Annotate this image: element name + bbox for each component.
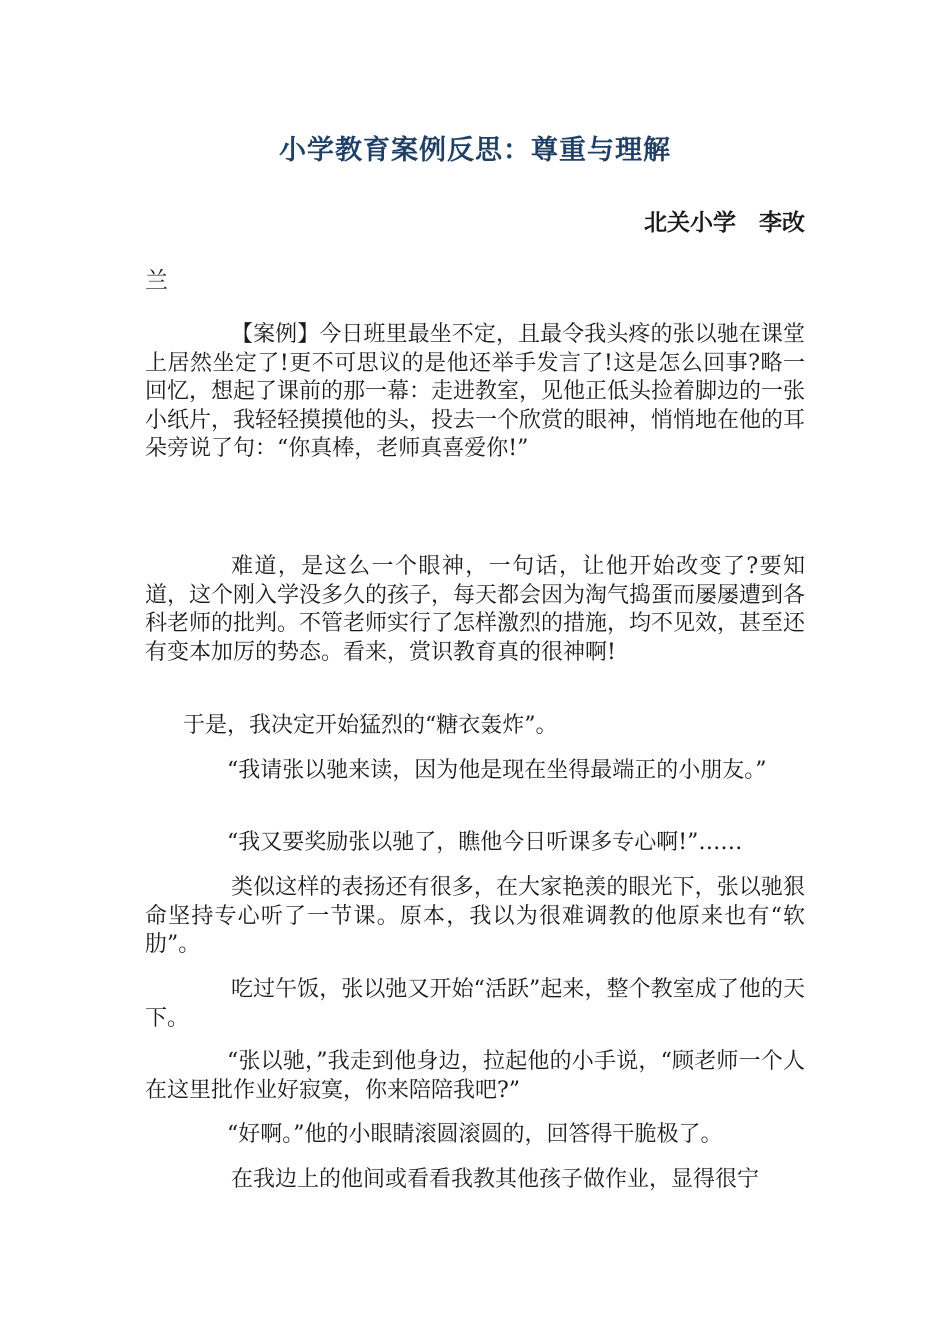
author-line-continuation: 兰 — [145, 268, 168, 294]
author-line: 北关小学 李改 — [644, 210, 805, 236]
paragraph-beside: 在我边上的他间或看看我教其他孩子做作业，显得很宁 — [231, 1167, 760, 1192]
paragraph-praise: 类似这样的表扬还有很多，在大家艳羡的眼光下，张以驰狠命坚持专心听了一节课。原本，我以为很难调教的他原来也有“软肋”。 — [145, 875, 805, 957]
paragraph-case: 【案例】今日班里最坐不定，且最令我头疼的张以驰在课堂上居然坐定了!更不可思议的是他还举手发言了!这是怎么回事?略一回忆，想起了课前的那一幕：走进教室，见他正低头捡着脚边的一张小纸片，我轻轻摸摸他的头，投去一个欣赏的眼神，悄悄地在他的耳朵旁说了句：“你真棒，老师真喜爱你!” — [145, 322, 806, 461]
document-page — [145, 0, 805, 1344]
paragraph-reply: “好啊。”他的小眼睛滚圆滚圆的，回答得干脆极了。 — [227, 1122, 723, 1147]
paragraph-quote-read: “我请张以驰来读，因为他是现在坐得最端正的小朋友。” — [227, 758, 767, 783]
paragraph-decision: 于是，我决定开始猛烈的“糖衣轰炸”。 — [183, 713, 558, 738]
paragraph-invite: “张以驰，”我走到他身边，拉起他的小手说，“顾老师一个人在这里批作业好寂寞，你来陪陪我吧?” — [145, 1049, 805, 1103]
paragraph-reflection: 难道，是这么一个眼神，一句话，让他开始改变了?要知道，这个刚入学没多久的孩子，每天都会因为淘气捣蛋而屡屡遭到各科老师的批判。不管老师实行了怎样激烈的措施，均不见效，甚至还有变本加厉的势态。看来，赏识教育真的很神啊! — [145, 554, 806, 665]
paragraph-lunch: 吃过午饭，张以弛又开始“活跃”起来，整个教室成了他的天下。 — [145, 977, 805, 1031]
paragraph-quote-reward: “我又要奖励张以驰了，瞧他今日听课多专心啊!”…… — [227, 830, 743, 855]
document-title: 小学教育案例反思：尊重与理解 — [279, 135, 671, 166]
